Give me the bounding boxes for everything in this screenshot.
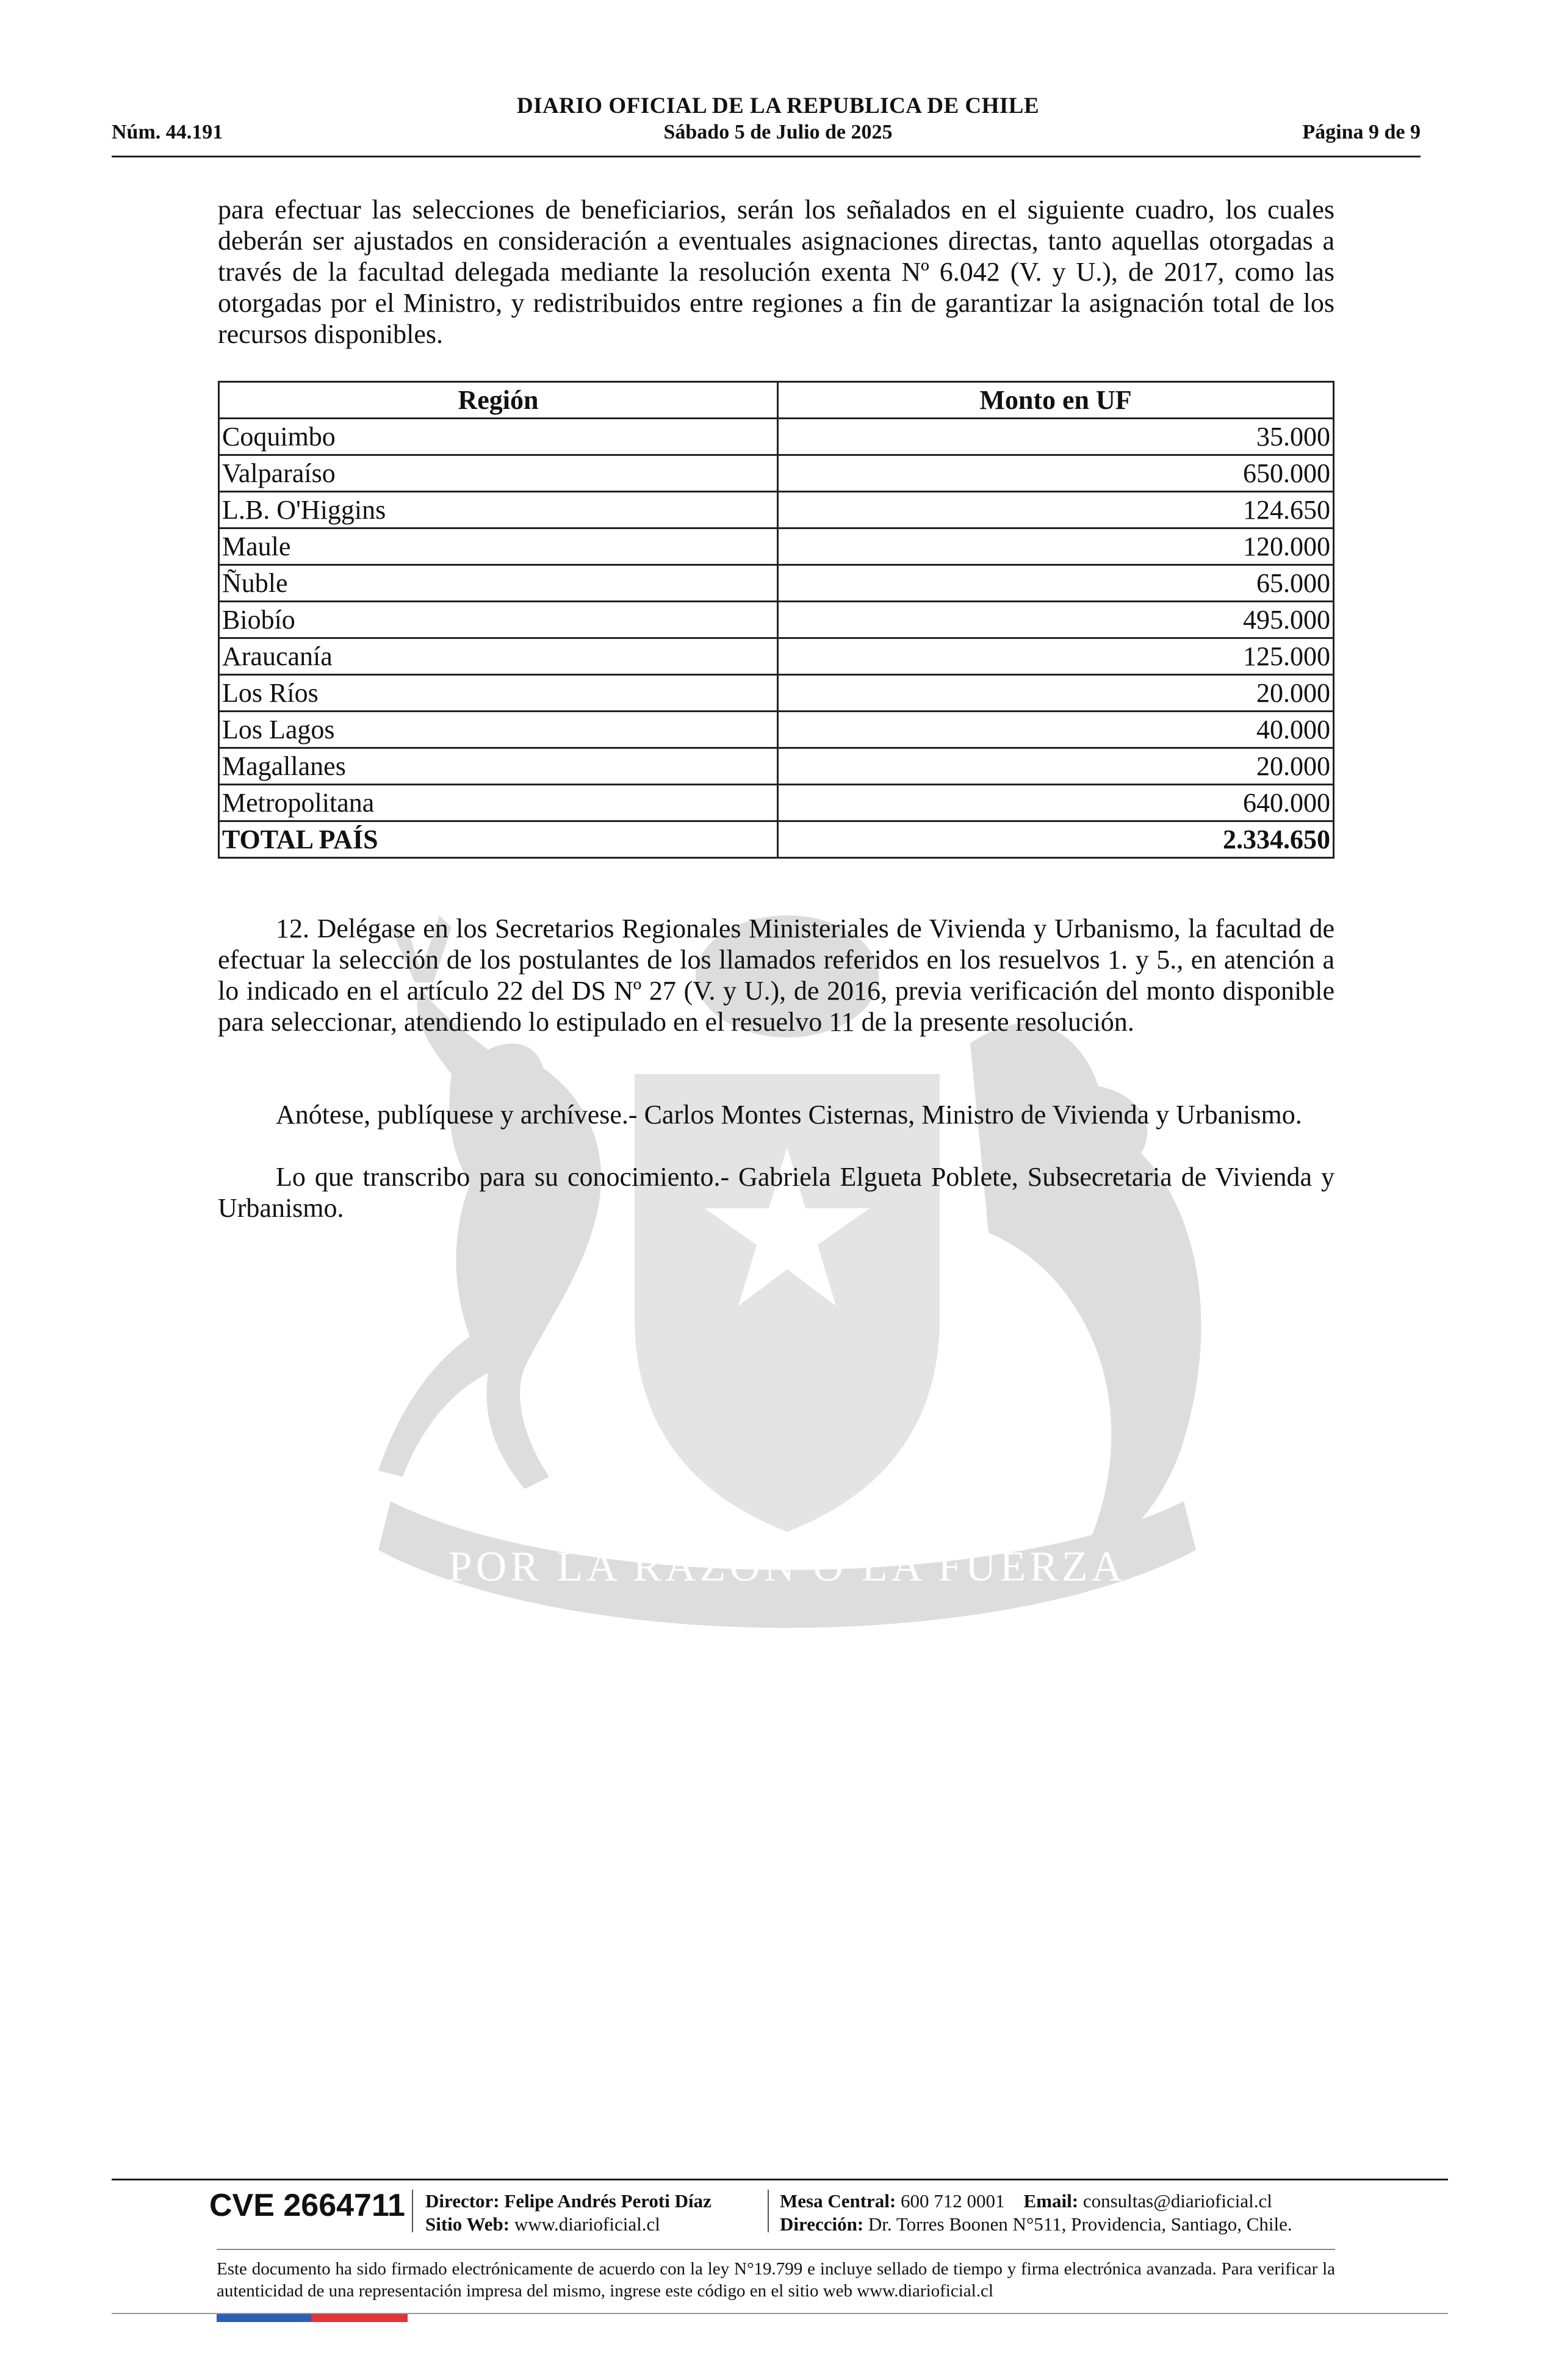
site-label: Sitio Web: (425, 2213, 510, 2235)
region-cell: Magallanes (219, 748, 778, 785)
region-cell: Araucanía (219, 638, 778, 675)
region-cell: Los Ríos (219, 675, 778, 712)
region-cell: Valparaíso (219, 455, 778, 492)
region-cell: Maule (219, 528, 778, 565)
region-cell: Biobío (219, 602, 778, 638)
issue-date: Sábado 5 de Julio de 2025 (663, 121, 893, 143)
table-row (219, 419, 1334, 455)
paragraph-12: 12. Delégase en los Secretarios Regionales Ministeriales de Vivienda y Urbanismo, la facultad de efectuar la selección de los postulantes de los llamados referidos en los resuelvos 1. y 5., en atención a lo indicado en el artículo 22 del DS Nº 27 (V. y U.), de 2016, previa verificación del monto disponible para seleccionar, atendiendo lo estipulado en el resuelvo 11 de la presente resolución. (218, 914, 1334, 1037)
table-row (219, 455, 1334, 492)
amount-cell: 125.000 (778, 638, 1334, 675)
column-header-region: Región (219, 382, 778, 419)
newspaper-title: DIARIO OFICIAL DE LA REPUBLICA DE CHILE (516, 93, 1040, 118)
table-row (219, 748, 1334, 785)
director-label: Director: (425, 2190, 500, 2212)
amount-cell: 124.650 (778, 492, 1334, 528)
region-cell: Metropolitana (219, 785, 778, 821)
amount-cell: 120.000 (778, 528, 1334, 565)
table-row (219, 638, 1334, 675)
amount-cell: 40.000 (778, 712, 1334, 748)
table-row (219, 528, 1334, 565)
footer-divider-top (112, 2179, 1448, 2180)
footer-separator (412, 2190, 413, 2232)
amount-cell: 20.000 (778, 748, 1334, 785)
footer-contact-block (780, 2190, 1292, 2236)
address-label: Dirección: (780, 2213, 864, 2235)
table-row (219, 712, 1334, 748)
table-row (219, 675, 1334, 712)
address-value: Dr. Torres Boonen N°511, Providencia, Santiago, Chile. (868, 2213, 1292, 2235)
table-row (219, 492, 1334, 528)
header-divider (112, 156, 1421, 157)
region-cell: Los Lagos (219, 712, 778, 748)
budget-table (218, 381, 1334, 859)
closing-signature-minister: Anótese, publíquese y archívese.- Carlos Montes Cisternas, Ministro de Vivienda y Urbanismo. (276, 1100, 1302, 1130)
table-row (219, 565, 1334, 602)
director-value: Felipe Andrés Peroti Díaz (504, 2190, 711, 2212)
amount-cell: 495.000 (778, 602, 1334, 638)
flag-stripe-red (311, 2314, 408, 2322)
total-label-cell: TOTAL PAÍS (219, 821, 778, 858)
page-number: Página 9 de 9 (1302, 121, 1421, 143)
site-link[interactable]: www.diarioficial.cl (514, 2213, 660, 2235)
amount-cell: 65.000 (778, 565, 1334, 602)
table-total-row (219, 821, 1334, 858)
amount-cell: 640.000 (778, 785, 1334, 821)
intro-paragraph: para efectuar las selecciones de beneficiarios, serán los señalados en el siguiente cuadro, los cuales deberán ser ajustados en consideración a eventuales asignaciones directas, tanto aquellas otorgadas a través de la facultad delegada mediante la resolución exenta Nº 6.042 (V. y U.), de 2017, como las otorgadas por el Ministro, y redistribuidos entre regiones a fin de garantizar la asignación total de los recursos disponibles. (218, 195, 1334, 349)
footer-separator (768, 2190, 769, 2232)
mesa-label: Mesa Central: (780, 2190, 896, 2212)
footer-legal-note: Este documento ha sido firmado electrónicamente de acuerdo con la ley N°19.799 e incluye sellado de tiempo y firma electrónica avanzada. Para verificar la autenticidad de una representación impresa del mismo, ingrese este código en el sitio web www.diarioficial.cl (217, 2259, 1335, 2301)
region-cell: Coquimbo (219, 419, 778, 455)
cve-code: CVE 2664711 (209, 2188, 405, 2223)
region-cell: Ñuble (219, 565, 778, 602)
table-row (219, 785, 1334, 821)
email-link[interactable]: consultas@diarioficial.cl (1082, 2190, 1272, 2212)
closing-signature-undersecretary: Lo que transcribo para su conocimiento.- Gabriela Elgueta Poblete, Subsecretaria de Vivienda y Urbanismo. (218, 1162, 1334, 1223)
amount-cell: 35.000 (778, 419, 1334, 455)
amount-cell: 20.000 (778, 675, 1334, 712)
table-header-row (219, 382, 1334, 419)
footer-divider-mid (217, 2249, 1335, 2250)
region-cell: L.B. O'Higgins (219, 492, 778, 528)
footer-director-block (425, 2190, 711, 2236)
amount-cell: 650.000 (778, 455, 1334, 492)
watermark-motto: POR LA RAZON O LA FUERZA (448, 1543, 1126, 1590)
flag-stripe-blue (217, 2314, 311, 2322)
email-label: Email: (1023, 2190, 1079, 2212)
table-row (219, 602, 1334, 638)
column-header-amount: Monto en UF (778, 382, 1334, 419)
issue-number: Núm. 44.191 (112, 121, 223, 143)
mesa-value: 600 712 0001 (901, 2190, 1005, 2212)
total-amount-cell: 2.334.650 (778, 821, 1334, 858)
